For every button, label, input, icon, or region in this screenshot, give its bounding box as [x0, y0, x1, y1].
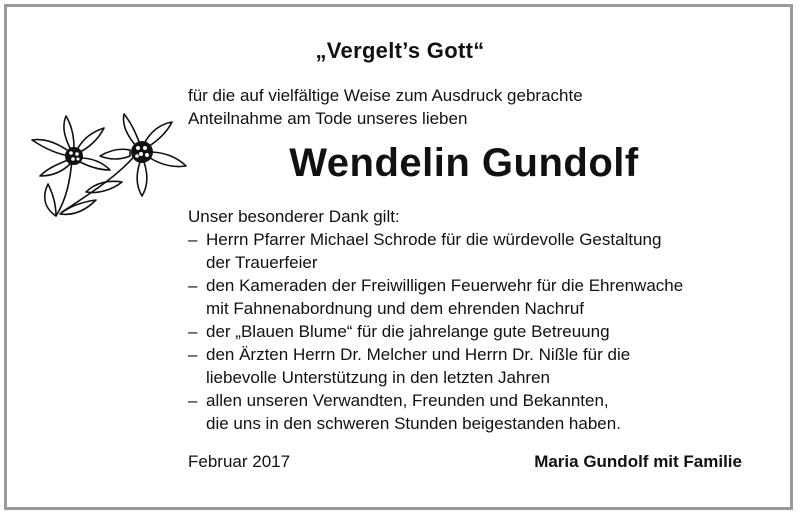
intro-line: Anteilnahme am Tode unseres lieben [188, 109, 468, 128]
thanks-item-line: der Trauerfeier [206, 253, 318, 272]
thanks-item [188, 274, 683, 320]
intro-line: für die auf vielfältige Weise zum Ausdruck gebrachte [188, 86, 583, 105]
thanks-item-line: den Kameraden der Freiwilligen Feuerwehr für die Ehrenwache [206, 276, 684, 295]
intro-text [188, 84, 583, 130]
notice-heading: „Vergelt’s Gott“ [315, 38, 485, 63]
thanks-item-line: liebevolle Unterstützung in den letzten Jahren [206, 368, 550, 387]
thanks-section [188, 205, 683, 435]
thanks-item-line: Herrn Pfarrer Michael Schrode für die würdevolle Gestaltung [206, 230, 662, 249]
thanks-item-line: allen unseren Verwandten, Freunden und Bekannten, [206, 391, 609, 410]
thanks-item-line: der „Blauen Blume“ für die jahrelange gute Betreuung [206, 322, 610, 341]
dash: – [188, 230, 198, 249]
edelweiss-icon [26, 112, 191, 232]
deceased-name: Wendelin Gundolf [289, 141, 639, 185]
dash: – [188, 345, 198, 364]
thanks-item [188, 228, 683, 274]
thanks-item [188, 389, 683, 435]
thanks-item-line: die uns in den schweren Stunden beigestanden haben. [206, 414, 621, 433]
dash: – [188, 276, 198, 295]
notice-date: Februar 2017 [188, 452, 291, 471]
thanks-item [188, 343, 683, 389]
dash: – [188, 322, 198, 341]
notice-signature: Maria Gundolf mit Familie [534, 452, 742, 471]
thanks-item-line: den Ärzten Herrn Dr. Melcher und Herrn Dr. Nißle für die [206, 345, 631, 364]
thanks-item [188, 320, 683, 343]
dash: – [188, 391, 198, 410]
thanks-item-line: mit Fahnenabordnung und dem ehrenden Nachruf [206, 299, 585, 318]
thanks-intro: Unser besonderer Dank gilt: [188, 207, 400, 226]
